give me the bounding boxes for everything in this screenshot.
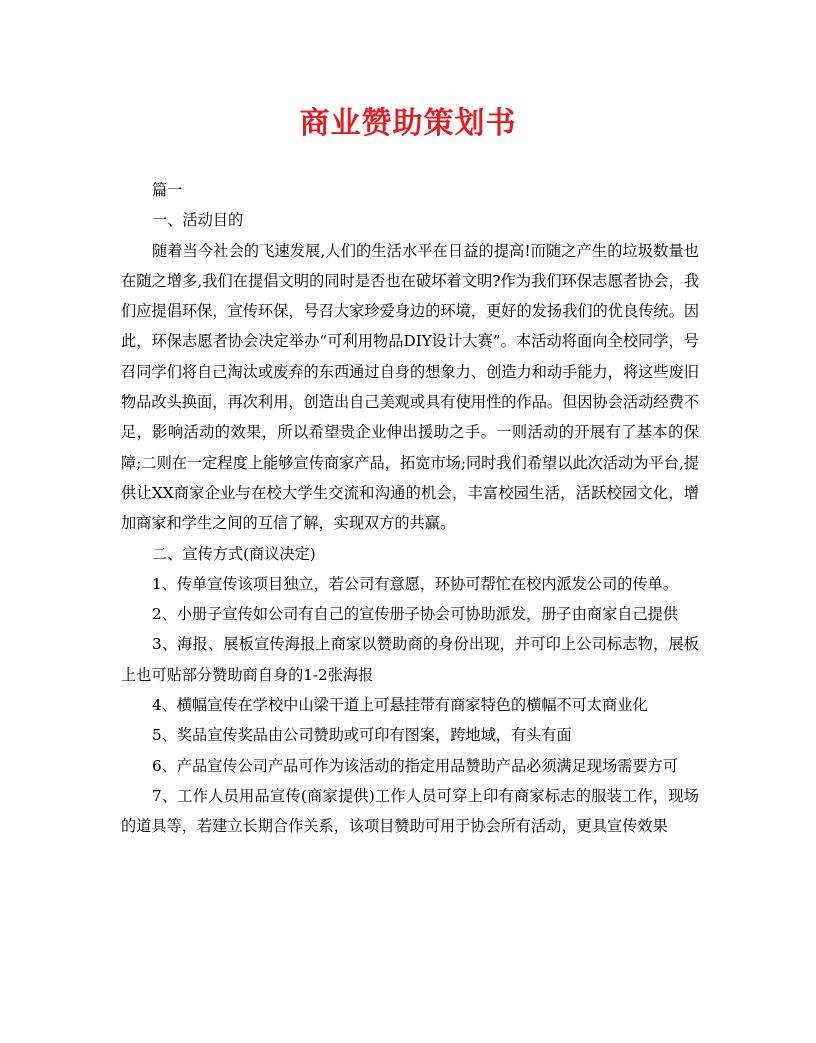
heading-activity-purpose: 一、活动目的 — [152, 211, 244, 230]
section-label: 篇一 — [152, 181, 183, 199]
list-item-prize: 5、奖品宣传奖品由公司赞助或可印有图案，跨地域，有头有面 — [152, 726, 572, 745]
list-item-poster: 3、海报、展板宣传海报上商家以赞助商的身份出现，并可印上公司标志物，展板上也可贴部分赞助商自身的1-2张海报 — [121, 635, 699, 684]
document-title: 商业赞助策划书 — [299, 106, 517, 141]
list-item-booklet: 2、小册子宣传如公司有自己的宣传册子协会可协助派发，册子由商家自己提供 — [152, 605, 679, 624]
list-item-banner: 4、横幅宣传在学校中山梁干道上可悬挂带有商家特色的横幅不可太商业化 — [152, 696, 648, 715]
list-item-flyer: 1、传单宣传该项目独立，若公司有意愿，环协可帮忙在校内派发公司的传单。 — [152, 574, 679, 593]
list-item-staff: 7、工作人员用品宣传(商家提供)工作人员可穿上印有商家标志的服装工作，现场的道具等，若建立长期合作关系，该项目赞助可用于协会所有活动，更具宣传效果 — [121, 786, 699, 836]
heading-promotion-methods: 二、宣传方式(商议决定) — [152, 544, 316, 563]
document-body — [121, 175, 699, 842]
paragraph-activity-purpose: 随着当今社会的飞速发展,人们的生活水平在日益的提高!而随之产生的垃圾数量也在随之增多,我们在提倡文明的同时是否也在破坏着文明?作为我们环保志愿者协会，我们应提倡环保，宣传环保，号召大家珍爱身边的环境，更好的发扬我们的优良传统。因此，环保志愿者协会决定举办“可利用物品DIY设计大赛”。本活动将面向全校同学，号召同学们将自己淘汰或废弃的东西通过自身的想象力、创造力和动手能力，将这些废旧物品改头换面，再次利用，创造出自己美观或具有使用性的作品。但因协会活动经费不足，影响活动的效果，所以希望贵企业伸出援助之手。一则活动的开展有了基本的保障;二则在一定程度上能够宣传商家产品，拓宽市场;同时我们希望以此次活动为平台,提供让XX商家企业与在校大学生交流和沟通的机会，丰富校园生活，活跃校园文化，增加商家和学生之间的互信了解，实现双方的共赢。 — [121, 241, 699, 533]
list-item-product: 6、产品宣传公司产品可作为该活动的指定用品赞助产品必须满足现场需要方可 — [152, 756, 679, 775]
